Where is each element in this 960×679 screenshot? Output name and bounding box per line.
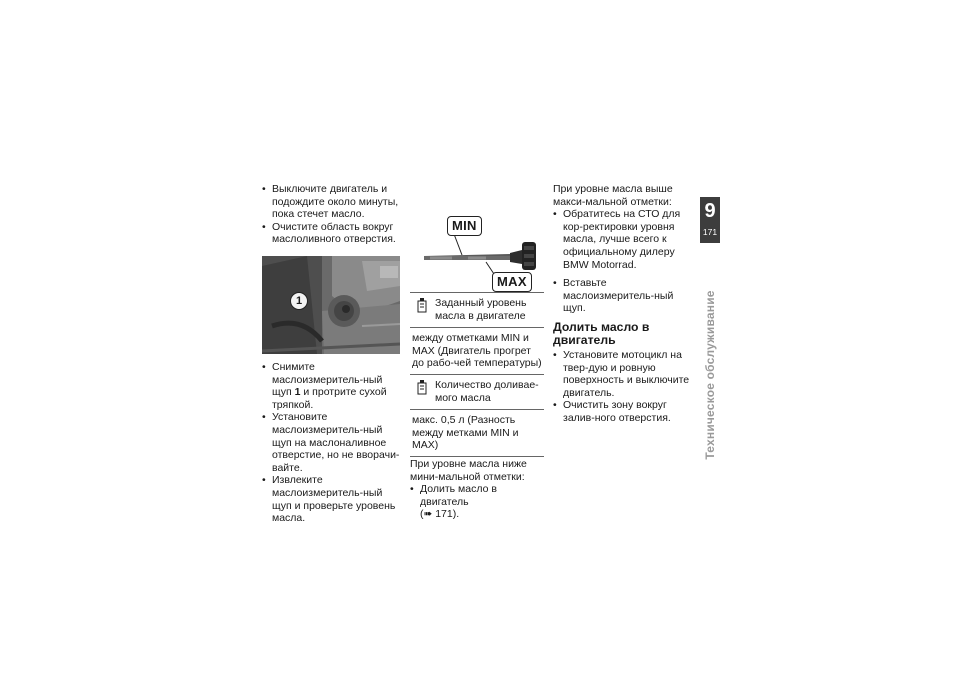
middle-column	[410, 184, 544, 521]
instruction-list-top	[262, 183, 402, 246]
chapter-title: Техническое обслуживание	[703, 290, 717, 460]
list-item: • Установите маслоизмеритель-ный щуп на маслоналивное отверстие, но не вворачи-вайте.	[262, 411, 402, 474]
spec-oil-quantity	[410, 375, 544, 457]
spec-title: Заданный уровень масла в двигателе	[435, 297, 527, 322]
spec-value: макс. 0,5 л (Разность между метками MIN и MAX)	[410, 410, 544, 457]
max-label: MAX	[492, 272, 532, 292]
list-item: • Выключите двигатель и подождите около минуты, пока стечет масло.	[262, 183, 402, 221]
engine-dipstick-photo	[262, 256, 400, 354]
dipstick-illustration	[410, 184, 544, 292]
spec-title: Количество доливае-мого масла	[435, 378, 539, 404]
chapter-tab	[700, 197, 720, 243]
oil-can-icon	[416, 297, 428, 313]
list-item: • Снимите маслоизмеритель-ный щуп 1 и протрите сухой тряпкой.	[262, 361, 402, 411]
oil-can-icon	[416, 379, 428, 395]
list-item: • Обратитесь на СТО для кор-ректировки уровня масла, лучше всего к официальному дилеру BMW Motorrad.	[553, 208, 693, 271]
spec-oil-level	[410, 292, 544, 375]
min-label: MIN	[447, 216, 482, 236]
section-heading: Долить масло в двигатель	[553, 319, 650, 347]
list-item: • Извлеките маслоизмеритель-ный щуп и проверьте уровень масла.	[262, 474, 402, 524]
list-item: • Вставьте маслоизмеритель-ный щуп.	[553, 277, 693, 315]
page-reference-link[interactable]: (➠ 171).	[420, 508, 460, 521]
instruction-list-add	[553, 349, 693, 425]
right-column	[553, 183, 693, 425]
high-level-intro: При уровне масла выше макси-мальной отметки:	[553, 183, 673, 208]
left-column	[262, 183, 402, 525]
spec-value: между отметками MIN и MAX (Двигатель прогрет до рабо-чей температуры)	[410, 328, 544, 375]
instruction-list-high	[553, 208, 693, 315]
list-item: • Очистить зону вокруг залив-ного отверстия.	[553, 399, 693, 424]
list-item: • Очистите область вокруг маслоливного отверстия.	[262, 221, 402, 246]
list-item: • Долить масло в двигатель (➠ 171).	[410, 483, 544, 521]
page-number: 171	[702, 227, 718, 237]
engine-photo-graphic	[262, 256, 400, 354]
low-level-intro: При уровне масла ниже мини-мальной отметки:	[410, 457, 527, 483]
list-item: • Установите мотоцикл на твер-дую и ровную поверхность и выключите двигатель.	[553, 349, 693, 399]
callout-1: 1	[290, 292, 308, 310]
instruction-list-bottom	[262, 361, 402, 525]
instruction-list-low	[410, 483, 544, 521]
reference-number: 1	[294, 386, 301, 399]
chapter-number: 9	[704, 200, 716, 222]
